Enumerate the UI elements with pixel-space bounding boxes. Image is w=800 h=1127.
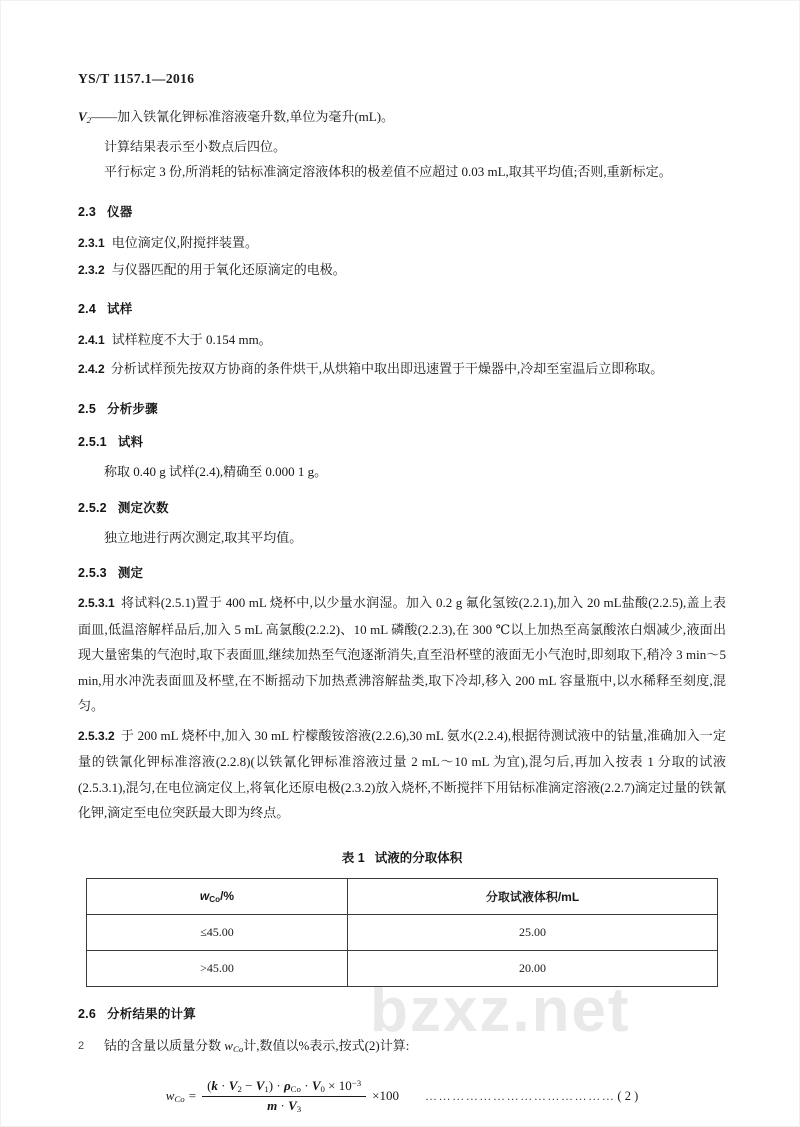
table-aliquot-volume bbox=[86, 878, 718, 987]
formula-equals: = bbox=[188, 1088, 197, 1104]
table-row bbox=[87, 950, 718, 986]
item-2-4-2 bbox=[78, 356, 726, 383]
formula-lhs: $w_{Co}$ bbox=[165, 1088, 185, 1105]
table-header-row bbox=[87, 878, 718, 914]
section-number-2-5-1: 2.5.1 bbox=[78, 435, 107, 450]
formula-expression bbox=[166, 1078, 399, 1113]
table-caption bbox=[78, 848, 726, 866]
symbol-v2: $V_2$ bbox=[78, 109, 92, 126]
intro-line-3: 平行标定 3 份,所消耗的钴标准滴定溶液体积的极差值不应超过 0.03 mL,取其平均值;否则,重新标定。 bbox=[104, 164, 672, 180]
section-number-2-5: 2.5 bbox=[78, 402, 96, 417]
item-text-2-3-2: 与仪器匹配的用于氧化还原滴定的电极。 bbox=[111, 261, 346, 277]
section-number-2-5-3: 2.5.3 bbox=[78, 566, 107, 581]
section-title-2-5-3: 测定 bbox=[117, 566, 144, 581]
header-symbol-sub: Co bbox=[209, 894, 221, 904]
paragraph-number-2-5-3-2: 2.5.3.2 bbox=[78, 728, 115, 743]
section-title-2-5: 分析步骤 bbox=[107, 402, 158, 417]
item-number-2-4-1: 2.4.1 bbox=[78, 332, 105, 347]
table-header-cell-volume: 分取试液体积/mL bbox=[348, 878, 718, 914]
paragraph-2-5-3-2 bbox=[78, 723, 726, 826]
item-text-2-3-1: 电位滴定仪,附搅拌装置。 bbox=[111, 234, 258, 250]
formula-lead-pre: 钴的含量以质量分数 bbox=[104, 1037, 225, 1053]
section-title-2-5-2: 测定次数 bbox=[117, 500, 169, 515]
header-symbol-unit: /% bbox=[220, 888, 235, 903]
table-cell-volume-2: 20.00 bbox=[348, 950, 718, 986]
formula-leader-dots: …………………………………… bbox=[425, 1088, 616, 1103]
header-symbol-w: w bbox=[199, 888, 210, 903]
paragraph-number-2-5-3-1: 2.5.3.1 bbox=[78, 596, 115, 611]
section-heading-2-5-2 bbox=[78, 498, 726, 518]
formula-2 bbox=[78, 1078, 726, 1113]
formula-fraction bbox=[202, 1078, 366, 1113]
table-row bbox=[87, 914, 718, 950]
intro-line-2: 计算结果表示至小数点后四位。 bbox=[104, 138, 287, 154]
section-number-2-3: 2.3 bbox=[78, 204, 96, 219]
formula-lead-in bbox=[78, 1033, 726, 1063]
section-number-2-4: 2.4 bbox=[78, 301, 96, 316]
section-heading-2-5-1 bbox=[78, 432, 726, 452]
formula-multiplier: ×100 bbox=[372, 1088, 400, 1104]
page-header-standard-number: YS/T 1157.1—2016 bbox=[78, 71, 195, 86]
paragraph-2-5-3-1 bbox=[78, 590, 726, 719]
table-cell-volume-1: 25.00 bbox=[348, 914, 718, 950]
item-text-2-4-2: 分析试样预先按双方协商的条件烘干,从烘箱中取出即迅速置于干燥器中,冷却至室温后立即称取。 bbox=[110, 360, 664, 376]
section-title-2-5-1: 试料 bbox=[117, 435, 144, 450]
section-heading-2-4 bbox=[78, 299, 726, 319]
table-caption-number: 表 1 bbox=[341, 850, 365, 865]
paragraph-text-2-5-3-2: 于 200 mL 烧杯中,加入 30 mL 柠檬酸铵溶液(2.2.6),30 mL 氨水(2.2.4),根据待测试液中的钴量,准确加入一定量的铁氰化钾标准溶液(2.2.8)(以铁氰化钾标准溶液过量 2 mL～10 mL 为宜),混匀后,再加入按表 1 分取的试液(2.5.3.1),混匀,在电位滴定仪上,将氧化还原电极(2.3.2)放入烧杯,不断搅拌下用钴标准滴定溶液(2.2.7)滴定过量的铁氰化钾,滴定至电位突跃最大即为终点。 bbox=[78, 727, 726, 821]
symbol-definition-line bbox=[78, 104, 726, 134]
item-2-3-1 bbox=[78, 231, 726, 255]
table-cell-range-2: >45.00 bbox=[87, 950, 348, 986]
paragraph-text-2-5-3-1: 将试料(2.5.1)置于 400 mL 烧杯中,以少量水润湿。加入 0.2 g 氟化氢铵(2.2.1),加入 20 mL盐酸(2.2.5),盖上表面皿,低温溶解样品后,加入 5 mL 高氯酸(2.2.2)、10 mL 磷酸(2.2.3),在 300 ℃以上加热至高氯酸浓白烟减少,液面出现大量密集的气泡时,取下表面皿,继续加热至气泡逐渐消失,直至沿杯壁的液面无小气泡时,即刻取下,稍冷 3 min～5 min,用水冲洗表面皿及杯壁,在不断摇动下加热煮沸溶解盐类,取下冷却,移入 200 mL 容量瓶中,以水稀释至刻度,混匀。 bbox=[78, 595, 726, 714]
section-heading-2-6 bbox=[78, 1004, 726, 1024]
section-heading-2-5-3 bbox=[78, 563, 726, 583]
item-2-3-2 bbox=[78, 258, 726, 282]
table-cell-range-1: ≤45.00 bbox=[87, 914, 348, 950]
body-2-5-1: 称取 0.40 g 试样(2.4),精确至 0.000 1 g。 bbox=[104, 464, 328, 480]
watermark: bzxz.net bbox=[370, 976, 631, 1045]
section-title-2-3: 仪器 bbox=[107, 204, 133, 219]
page-number: 2 bbox=[78, 1040, 85, 1052]
section-number-2-6: 2.6 bbox=[78, 1006, 96, 1021]
section-title-2-6: 分析结果的计算 bbox=[107, 1006, 196, 1021]
formula-numerator: $(k \cdot V_2 - V_1) \cdot \rho_{Co} \cdot V_0 \times 10^{-3}$ bbox=[202, 1078, 366, 1096]
item-number-2-4-2: 2.4.2 bbox=[78, 361, 105, 376]
item-number-2-3-2: 2.3.2 bbox=[78, 262, 105, 277]
item-2-4-1 bbox=[78, 328, 726, 352]
section-heading-2-3 bbox=[78, 202, 726, 222]
formula-lead-symbol: $w_{Co}$ bbox=[224, 1037, 244, 1054]
formula-lead-post: 计,数值以%表示,按式(2)计算: bbox=[243, 1037, 410, 1053]
formula-denominator: $m \cdot V_3$ bbox=[267, 1097, 302, 1114]
symbol-definition-text: ——加入铁氰化钾标准溶液毫升数,单位为毫升(mL)。 bbox=[91, 109, 395, 124]
formula-number: ( 2 ) bbox=[617, 1088, 639, 1103]
section-number-2-5-2: 2.5.2 bbox=[78, 500, 107, 515]
body-2-5-2: 独立地进行两次测定,取其平均值。 bbox=[104, 529, 303, 545]
table-header-cell-mass-fraction bbox=[87, 878, 348, 914]
item-number-2-3-1: 2.3.1 bbox=[78, 235, 105, 250]
table-caption-title: 试液的分取体积 bbox=[374, 850, 463, 865]
section-title-2-4: 试样 bbox=[107, 301, 133, 316]
section-heading-2-5 bbox=[78, 399, 726, 419]
page-body bbox=[78, 104, 726, 1114]
item-text-2-4-1: 试样粒度不大于 0.154 mm。 bbox=[111, 331, 272, 347]
